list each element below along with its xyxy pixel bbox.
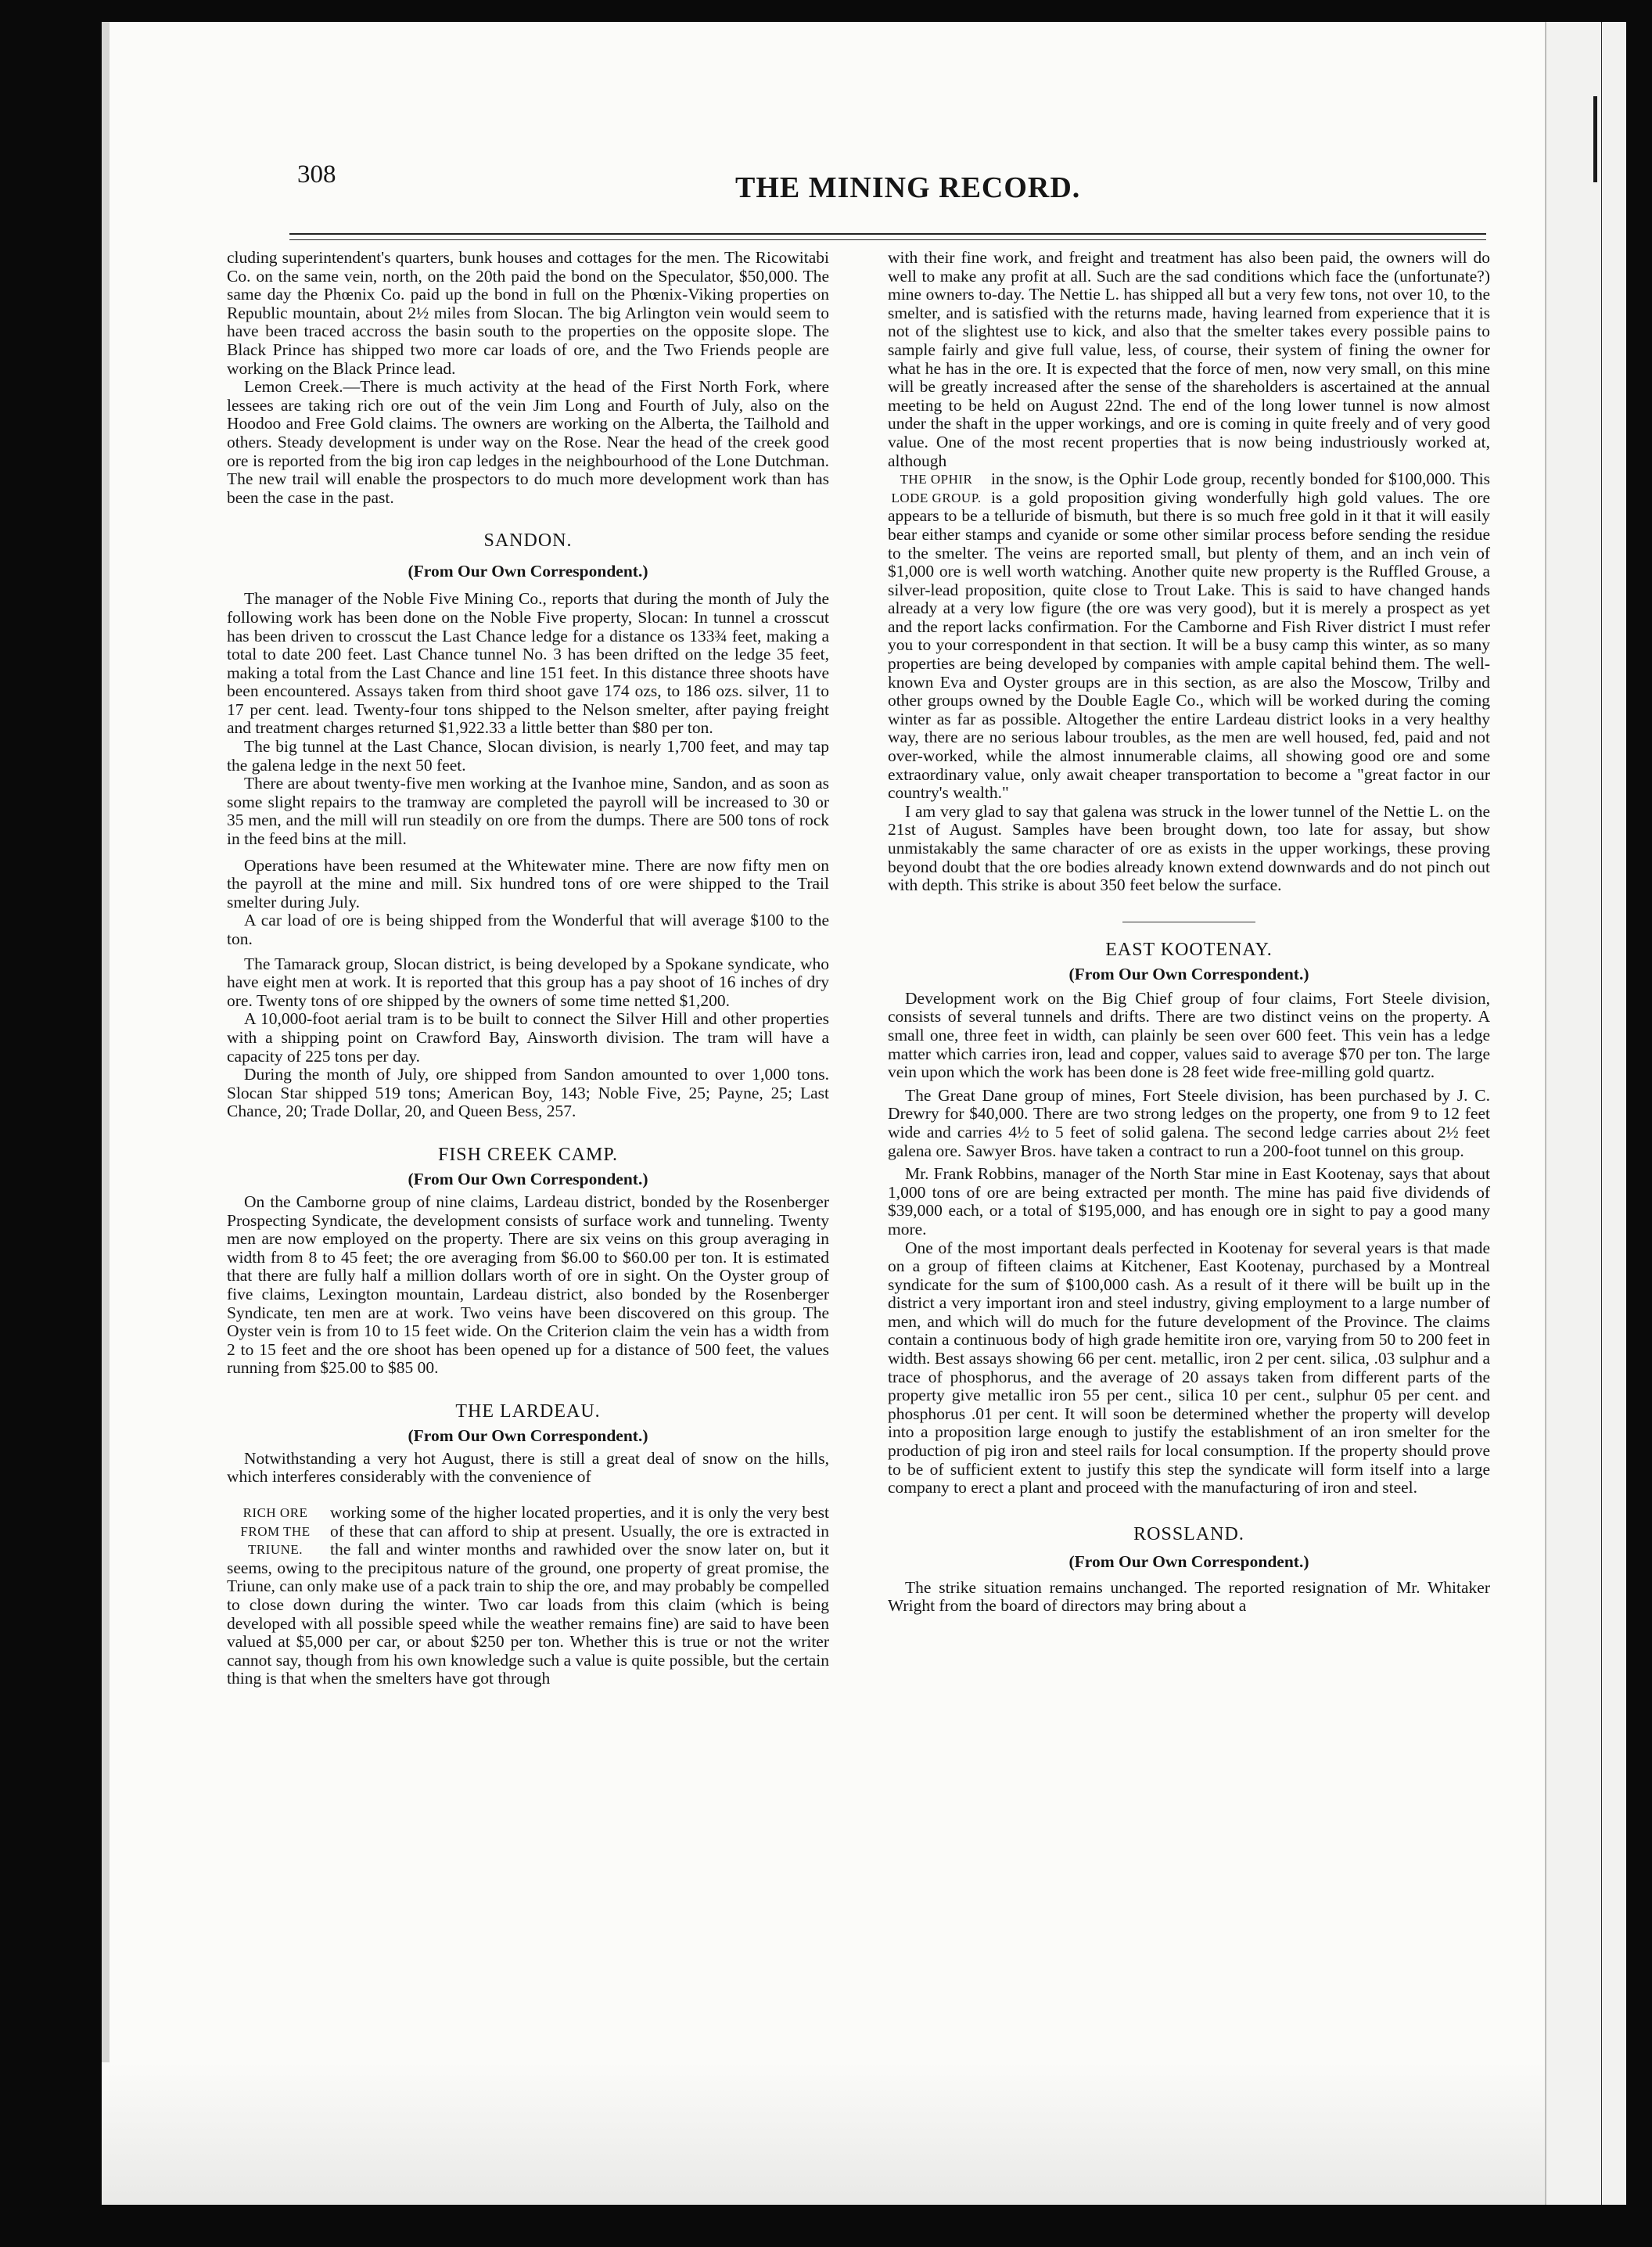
binding-mark xyxy=(1593,96,1597,182)
right-column xyxy=(888,249,1490,1616)
paragraph: A 10,000-foot aerial tram is to be built to connect the Silver Hill and other properties with a shipping point on Crawford Bay, Ainsworth division. The tram will have a capacity of 225 tons per day. xyxy=(227,1009,829,1066)
header-rule xyxy=(289,233,1486,235)
section-heading-sandon: SANDON. xyxy=(483,530,573,552)
paragraph: The strike situation remains unchanged. The reported resignation of Mr. Whitaker Wright from the board of directors may bring about a xyxy=(888,1577,1490,1616)
section-subheading: (From Our Own Correspondent.) xyxy=(408,562,648,581)
paragraph: The Great Dane group of mines, Fort Steele division, has been purchased by J. C. Drewry for $40,000. There are two strong ledges on the property, one from 9 to 12 feet wide and carries 4½ to 5 feet of solid galena. The second ledge carries about 2½ feet galena ore. Sawyer Bros. have taken a contract to run a 200-foot tunnel on this group. xyxy=(888,1085,1490,1160)
paragraph: cluding superintendent's quarters, bunk houses and cottages for the men. The Ricowitabi Co. on the same vein, north, on the 20th paid the bond on the Speculator, $50,000. The same day the Phœnix Co. paid up the bond in full on the Phœnix-Viking properties on Republic mountain, about 2½ miles from Slocan. The big Arlington vein would seem to have been traced accross the basin south to the properties on the opposite slope. The Black Prince has shipped two more car loads of ore, and the Two Friends people are working on the Black Prince lead. xyxy=(227,248,829,378)
section-heading-fish-creek: FISH CREEK CAMP. xyxy=(437,1144,619,1165)
paragraph: Mr. Frank Robbins, manager of the North Star mine in East Kootenay, says that about 1,000 tons of ore are being extracted per month. The mine has paid five dividends of $39,000 each, or a total of $195,000, and has enough ore in sight to pay a good many more. xyxy=(888,1164,1490,1239)
paragraph: The Tamarack group, Slocan district, is being developed by a Spokane syndicate, who have eight men at work. It is reported that this group has a pay shoot of 16 inches of dry ore. Twenty tons of ore shipped by the owners of some time netted $1,200. xyxy=(227,954,829,1010)
side-heading-ophir-lode: THE OPHIR LODE GROUP. xyxy=(891,472,982,505)
paragraph: Lemon Creek.—There is much activity at the head of the First North Fork, where lessees are taking rich ore out of the vein Jim Long and Fourth of July, also on the Hoodoo and Free Gold claims. The owners are working on the Alberta, the Tailhold and others. Steady development is under way on the Rose. Near the head of the creek good ore is reported from the big iron cap ledges in the neighbourhood of the Lone Dutchman. The new trail will enable the prospectors to do much more development work than has been the case in the past. xyxy=(227,377,829,507)
paragraph: One of the most important deals perfected in Kootenay for several years is that made on a group of fifteen claims at Kitchener, East Kootenay, purchased by a Montreal syndicate for the sum of $100,000 cash. As a result of it there will be built up in the district a very important iron and steel industry, giving employment to a large number of men, and which will do much for the future development of the Province. The claims contain a continuous body of high grade hemitite iron ore, varying from 50 to 200 feet in width. Best assays showing 66 per cent. metallic, iron 2 per cent. silica, .03 sulphur and a trace of phosphorus, and the average of 20 assays taken from different parts of the property give metallic iron 55 per cent., silica 10 per cent., sulphur 05 per cent. and phosphorus .01 per cent. It will soon be determined whether the property will develop into a proposition large enough to justify the establishment of an iron smelter for the production of pig iron and steel rails for local consumption. If the property should prove to be of sufficient extent to justify this step the syndicate will form itself into a large company to erect a plant and proceed with the manufacturing of iron and steel. xyxy=(888,1238,1490,1497)
page-bottom-shadow xyxy=(102,2062,1623,2205)
paragraph: working some of the higher located properties, and it is only the very best of these that can afford to ship at present. Usually, the ore is extracted in the fall and winter months and rawhided over the snow later on, but it seems, owing to the precipitous nature of the ground, one property of great promise, the Triune, can only make use of a pack train to ship the ore, and may probably be compelled to close down during the winter. Two car loads from this claim (which is being developed with all possible speed while the weather remains fine) are said to have been valued at $5,000 per car, or about $250 per ton. Whether this is true or not the writer cannot say, though from his own knowledge such a value is quite possible, but the certain thing is that when the smelters have got through xyxy=(227,1503,830,1688)
left-column xyxy=(227,249,829,1688)
section-heading-rossland: ROSSLAND. xyxy=(1133,1523,1244,1544)
section-subheading: (From Our Own Correspondent.) xyxy=(1068,1551,1309,1571)
section-heading-east-kootenay: EAST KOOTENAY. xyxy=(1105,939,1273,960)
paragraph: The manager of the Noble Five Mining Co., reports that during the month of July the following work has been done on the Noble Five property, Slocan: In tunnel a crosscut has been driven to crosscut the Last Chance ledge for a distance os 133¾ feet, making a total to date 200 feet. Last Chance tunnel No. 3 has been drifted on the ledge 35 feet, making a total from the Last Chance and line 151 feet. In this distance three shoots have been encountered. Assays taken from third shoot gave 174 ozs, to 186 ozs. silver, 11 to 17 per cent. lead. Twenty-four tons shipped to the Nelson smelter, after paying freight and treatment charges returned $1,922.33 a little better than $80 per ton. xyxy=(227,589,829,738)
paragraph: There are about twenty-five men working at the Ivanhoe mine, Sandon, and as soon as some slight repairs to the tramway are completed the payroll will be increased to 30 or 35 men, and the mill will run steadily on ore from the dumps. There are 500 tons of rock in the feed bins at the mill. xyxy=(227,774,829,849)
header-rule-thin xyxy=(289,239,1486,240)
paragraph: I am very glad to say that galena was struck in the lower tunnel of the Nettie L. on the 21st of August. Samples have been brought down, too late for assay, but show unmistakably the same character of ore as exists in the upper workings, these proving beyond doubt that the ore bodies already known extend downwards and do not pinch out with depth. This strike is about 350 feet below the surface. xyxy=(888,801,1490,895)
facing-page-edge xyxy=(1545,22,1626,2205)
section-heading-lardeau: THE LARDEAU. xyxy=(455,1400,601,1422)
binding-rule xyxy=(1601,22,1602,2205)
paragraph: Operations have been resumed at the Whitewater mine. There are now fifty men on the payroll at the mine and mill. Six hundred tons of ore were shipped to the Trail smelter during July. xyxy=(227,855,829,911)
paragraph: The big tunnel at the Last Chance, Slocan division, is nearly 1,700 feet, and may tap the galena ledge in the next 50 feet. xyxy=(227,737,829,775)
section-subheading: (From Our Own Correspondent.) xyxy=(408,1169,648,1188)
page-number: 308 xyxy=(297,160,336,189)
paragraph: During the month of July, ore shipped from Sandon amounted to over 1,000 tons. Slocan Star shipped 519 tons; American Boy, 143; Noble Five, 25; Payne, 25; Last Chance, 20; Trade Dollar, 20, and Queen Bess, 257. xyxy=(227,1065,829,1121)
section-subheading: (From Our Own Correspondent.) xyxy=(1068,964,1309,983)
running-title: THE MINING RECORD. xyxy=(735,171,1081,204)
section-subheading: (From Our Own Correspondent.) xyxy=(408,1425,648,1445)
paragraph: in the snow, is the Ophir Lode group, recently bonded for $100,000. This is a gold proposition giving wonderfully high gold values. The ore appears to be a telluride of bismuth, but there is so much free gold in it that it will easily bear either stamps and cyanide or some other similar process before sending the residue to the smelter. The veins are reported small, but plenty of them, and an inch vein of $1,000 ore is well worth watching. Another quite new property is the Ruffled Grouse, a silver-lead proposition, quite close to Trout Lake. This is said to have changed hands already at a very low figure (the ore was very good), but it is merely a prospect as yet and the report lacks confirmation. For the Camborne and Fish River district I must refer you to your correspondent in that section. It will be a busy camp this winter, as so many properties are being developed by companies with ample capital behind them. The well-known Eva and Oyster groups are in this section, as are also the Moscow, Trilby and other groups owned by the Double Eagle Co., which will be worked during the coming winter as far as possible. Altogether the entire Lardeau district looks in a very healthy way, there are no serious labour troubles, as the men are well housed, fed, paid and not over-worked, while the almost innumerable claims, all showing good ore and some extraordinary value, only await cheaper transportation to become a "great factor in our country's wealth." xyxy=(888,469,1490,803)
paragraph: with their fine work, and freight and treatment has also been paid, the owners will do well to make any profit at all. Such are the sad conditions which face the (unfortunate?) mine owners to-day. The Nettie L. has shipped all but a very few tons, not over 10, to the smelter, and is satisfied with the returns made, having learned from experience that it is not of the slightest use to kick, and also that the smelter takes every possible pains to sample fairly and give full value, less, of course, their system of fining the owner for what he has in the ore. It is expected that the force of men, now very small, on this mine will be greatly increased after the sense of the shareholders is ascertained at the annual meeting to be held on August 22nd. The end of the long lower tunnel is now almost under the shaft in the upper workings, and ore is coming in quite freely and of very good value. One of the most recent properties that is now being industriously worked at, although xyxy=(888,248,1490,470)
paragraph: On the Camborne group of nine claims, Lardeau district, bonded by the Rosenberger Prospecting Syndicate, the development consists of surface work and tunneling. Twenty men are now employed on the property. There are six veins on this group averaging in width from 8 to 45 feet; the ore averaging from $6.00 to $60.00 per ton. It is estimated that there are fully half a million dollars worth of ore in sight. On the Oyster group of five claims, Lexington mountain, Lardeau district, also bonded by the Rosenberger Syndicate, ten men are at work. Two veins have been discovered on this group. The Oyster vein is from 10 to 15 feet wide. On the Criterion claim the vein has a width from 2 to 15 feet and the ore shoot has been opened up for a distance of 500 feet, the values running from $25.00 to $85 00. xyxy=(227,1192,829,1378)
paragraph: Development work on the Big Chief group of four claims, Fort Steele division, consists of several tunnels and drifts. There are two distinct veins on the property. A small one, three feet in width, can plainly be seen over 600 feet. This vein has a ledge matter which carries iron, lead and copper, values said to average $70 per ton. The large vein upon which the work has been done is 28 feet wide free-milling gold quartz. xyxy=(888,988,1490,1082)
page-edge-shadow xyxy=(102,22,110,2205)
side-heading-rich-ore: RICH ORE FROM THE TRIUNE. xyxy=(240,1505,311,1558)
paragraph: A car load of ore is being shipped from the Wonderful that will average $100 to the ton. xyxy=(227,911,829,948)
paragraph: Notwithstanding a very hot August, there is still a great deal of snow on the hills, which interferes considerably with the convenience of xyxy=(227,1448,829,1487)
